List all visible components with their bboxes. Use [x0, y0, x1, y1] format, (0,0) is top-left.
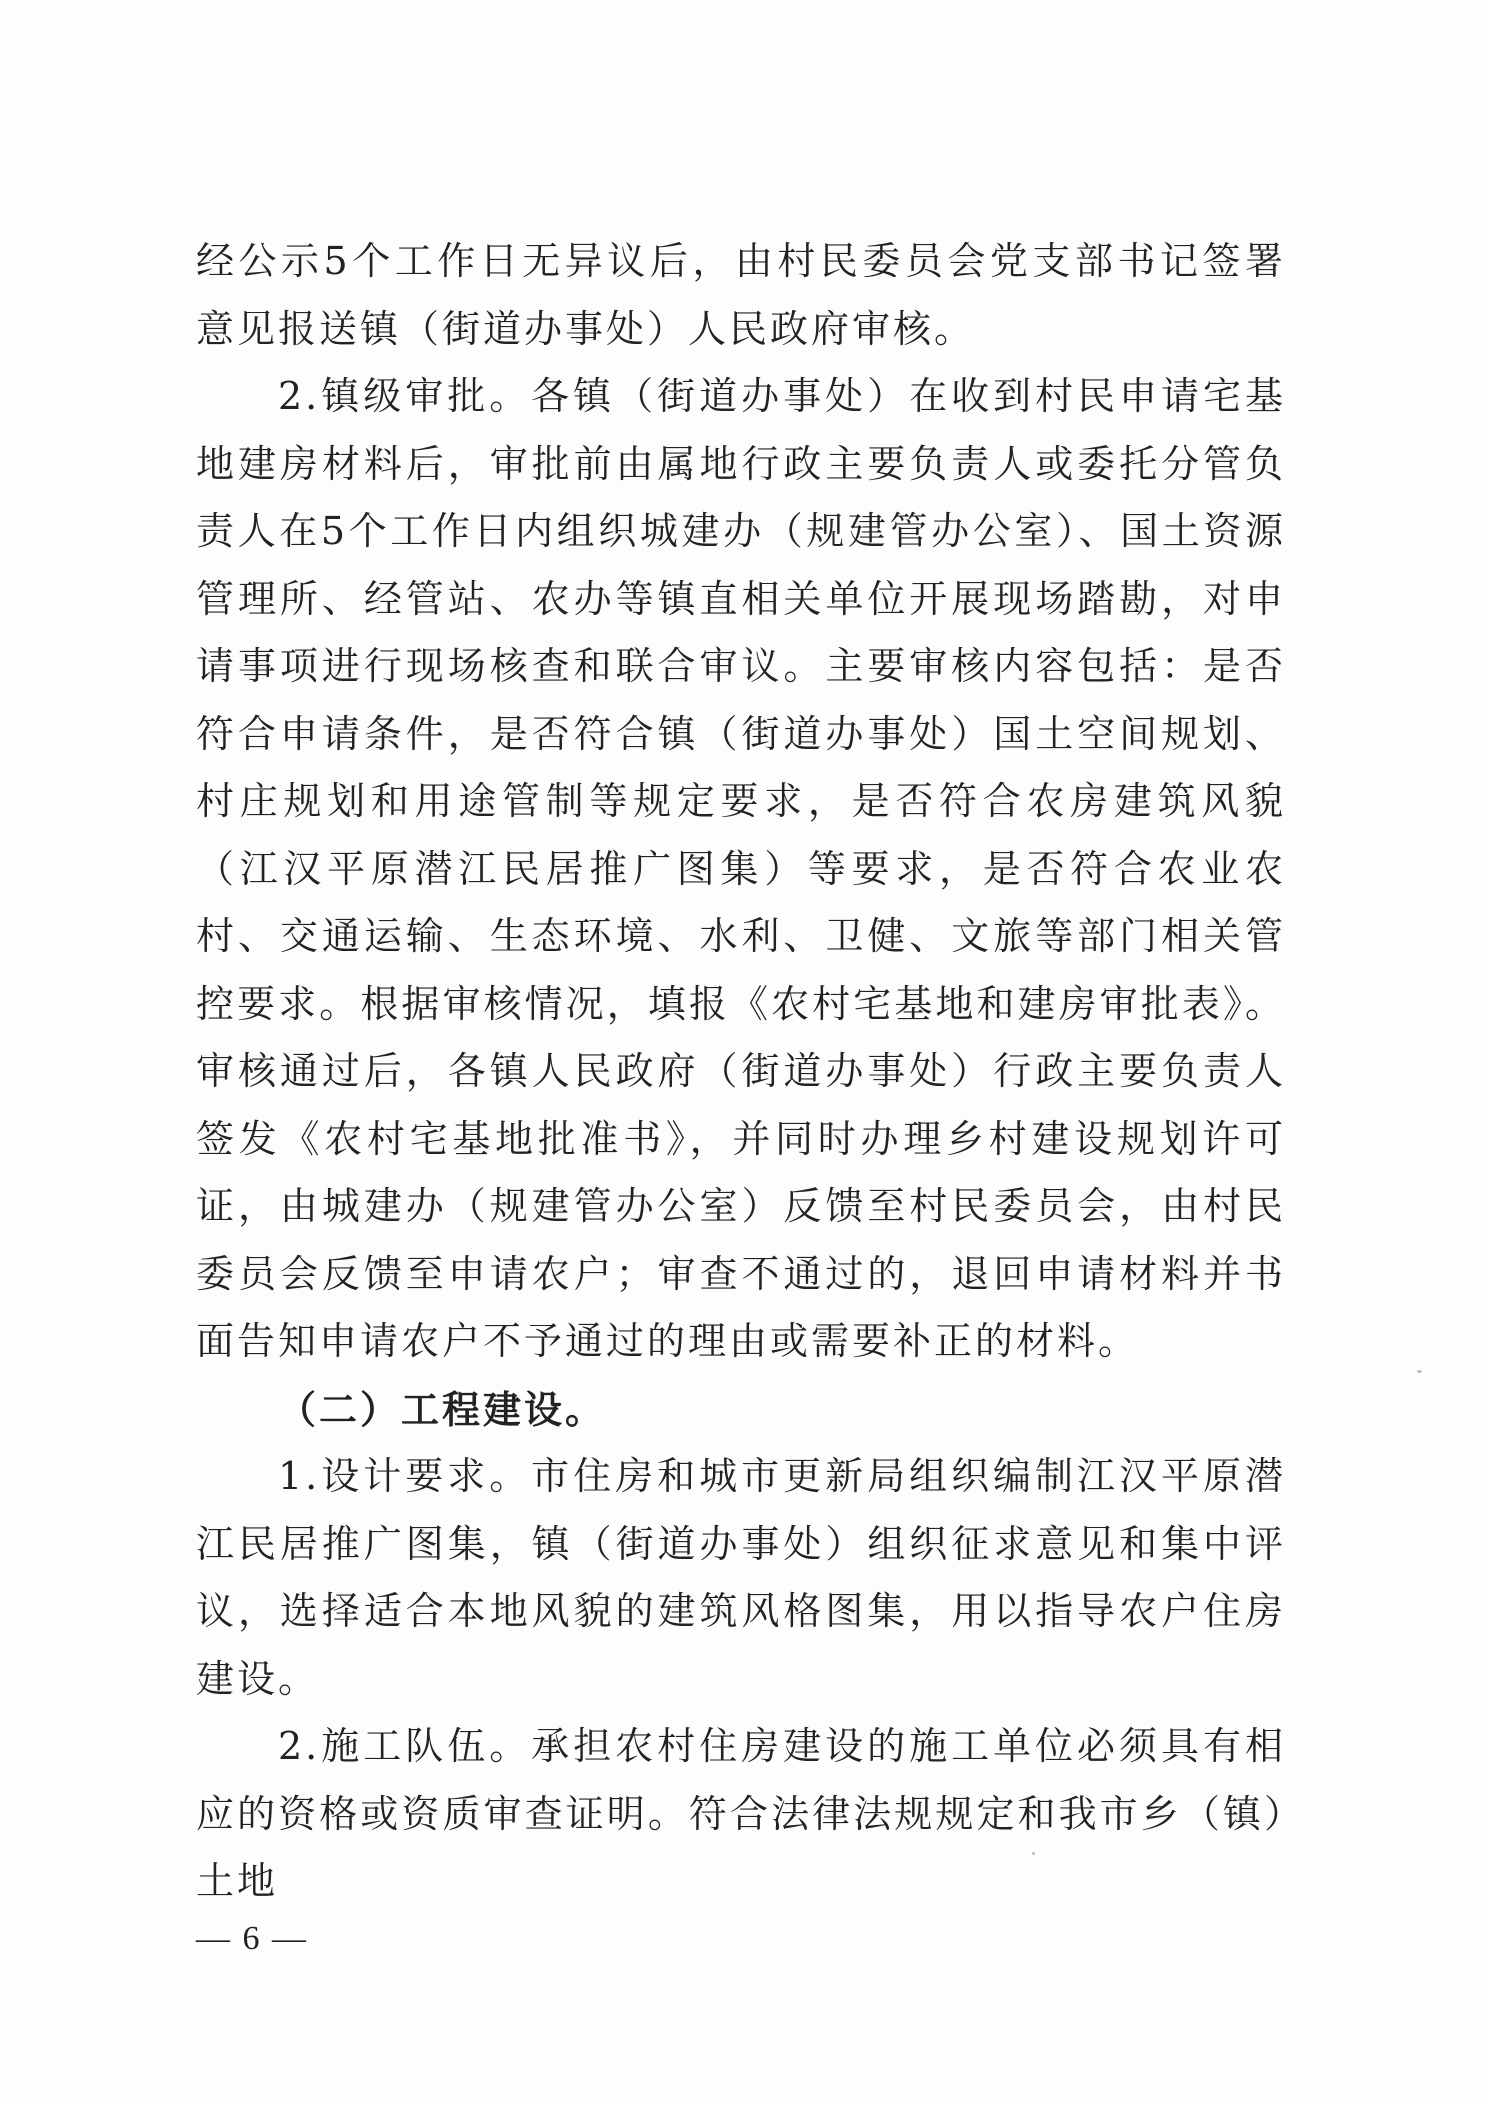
scan-speck	[1417, 1370, 1422, 1373]
section-heading: （二）工程建设。	[278, 1386, 607, 1432]
paragraph-continuation: 经公示5个工作日无异议后，由村民委员会党支部书记签署意见报送镇（街道办事处）人民政府审核。	[196, 239, 1286, 351]
paragraph-construction-team: 2.施工队伍。承担农村住房建设的施工单位必须具有相应的资格或资质审查证明。符合法律法规规定和我市乡（镇）土地	[196, 1724, 1286, 1903]
paragraph-design-requirements: 1.设计要求。市住房和城市更新局组织编制江汉平原潜江民居推广图集，镇（街道办事处）组织征求意见和集中评议，选择适合本地风貌的建筑风格图集，用以指导农户住房建设。	[196, 1454, 1286, 1701]
scan-speck	[1032, 1852, 1035, 1855]
body-text	[196, 228, 1286, 1916]
page-number: — 6 —	[196, 1920, 308, 1957]
paragraph-town-approval: 2.镇级审批。各镇（街道办事处）在收到村民申请宅基地建房材料后，审批前由属地行政主要负责人或委托分管负责人在5个工作日内组织城建办（规建管办公室）、国土资源管理所、经管站、农办等镇直相关单位开展现场踏勘，对申请事项进行现场核查和联合审议。主要审核内容包括：是否符合申请条件，是否符合镇（街道办事处）国土空间规划、村庄规划和用途管制等规定要求，是否符合农房建筑风貌（江汉平原潜江民居推广图集）等要求，是否符合农业农村、交通运输、生态环境、水利、卫健、文旅等部门相关管控要求。根据审核情况，填报《农村宅基地和建房审批表》。审核通过后，各镇人民政府（街道办事处）行政主要负责人签发《农村宅基地批准书》，并同时办理乡村建设规划许可证，由城建办（规建管办公室）反馈至村民委员会，由村民委员会反馈至申请农户；审查不通过的，退回申请材料并书面告知申请农户不予通过的理由或需要补正的材料。	[196, 374, 1286, 1363]
